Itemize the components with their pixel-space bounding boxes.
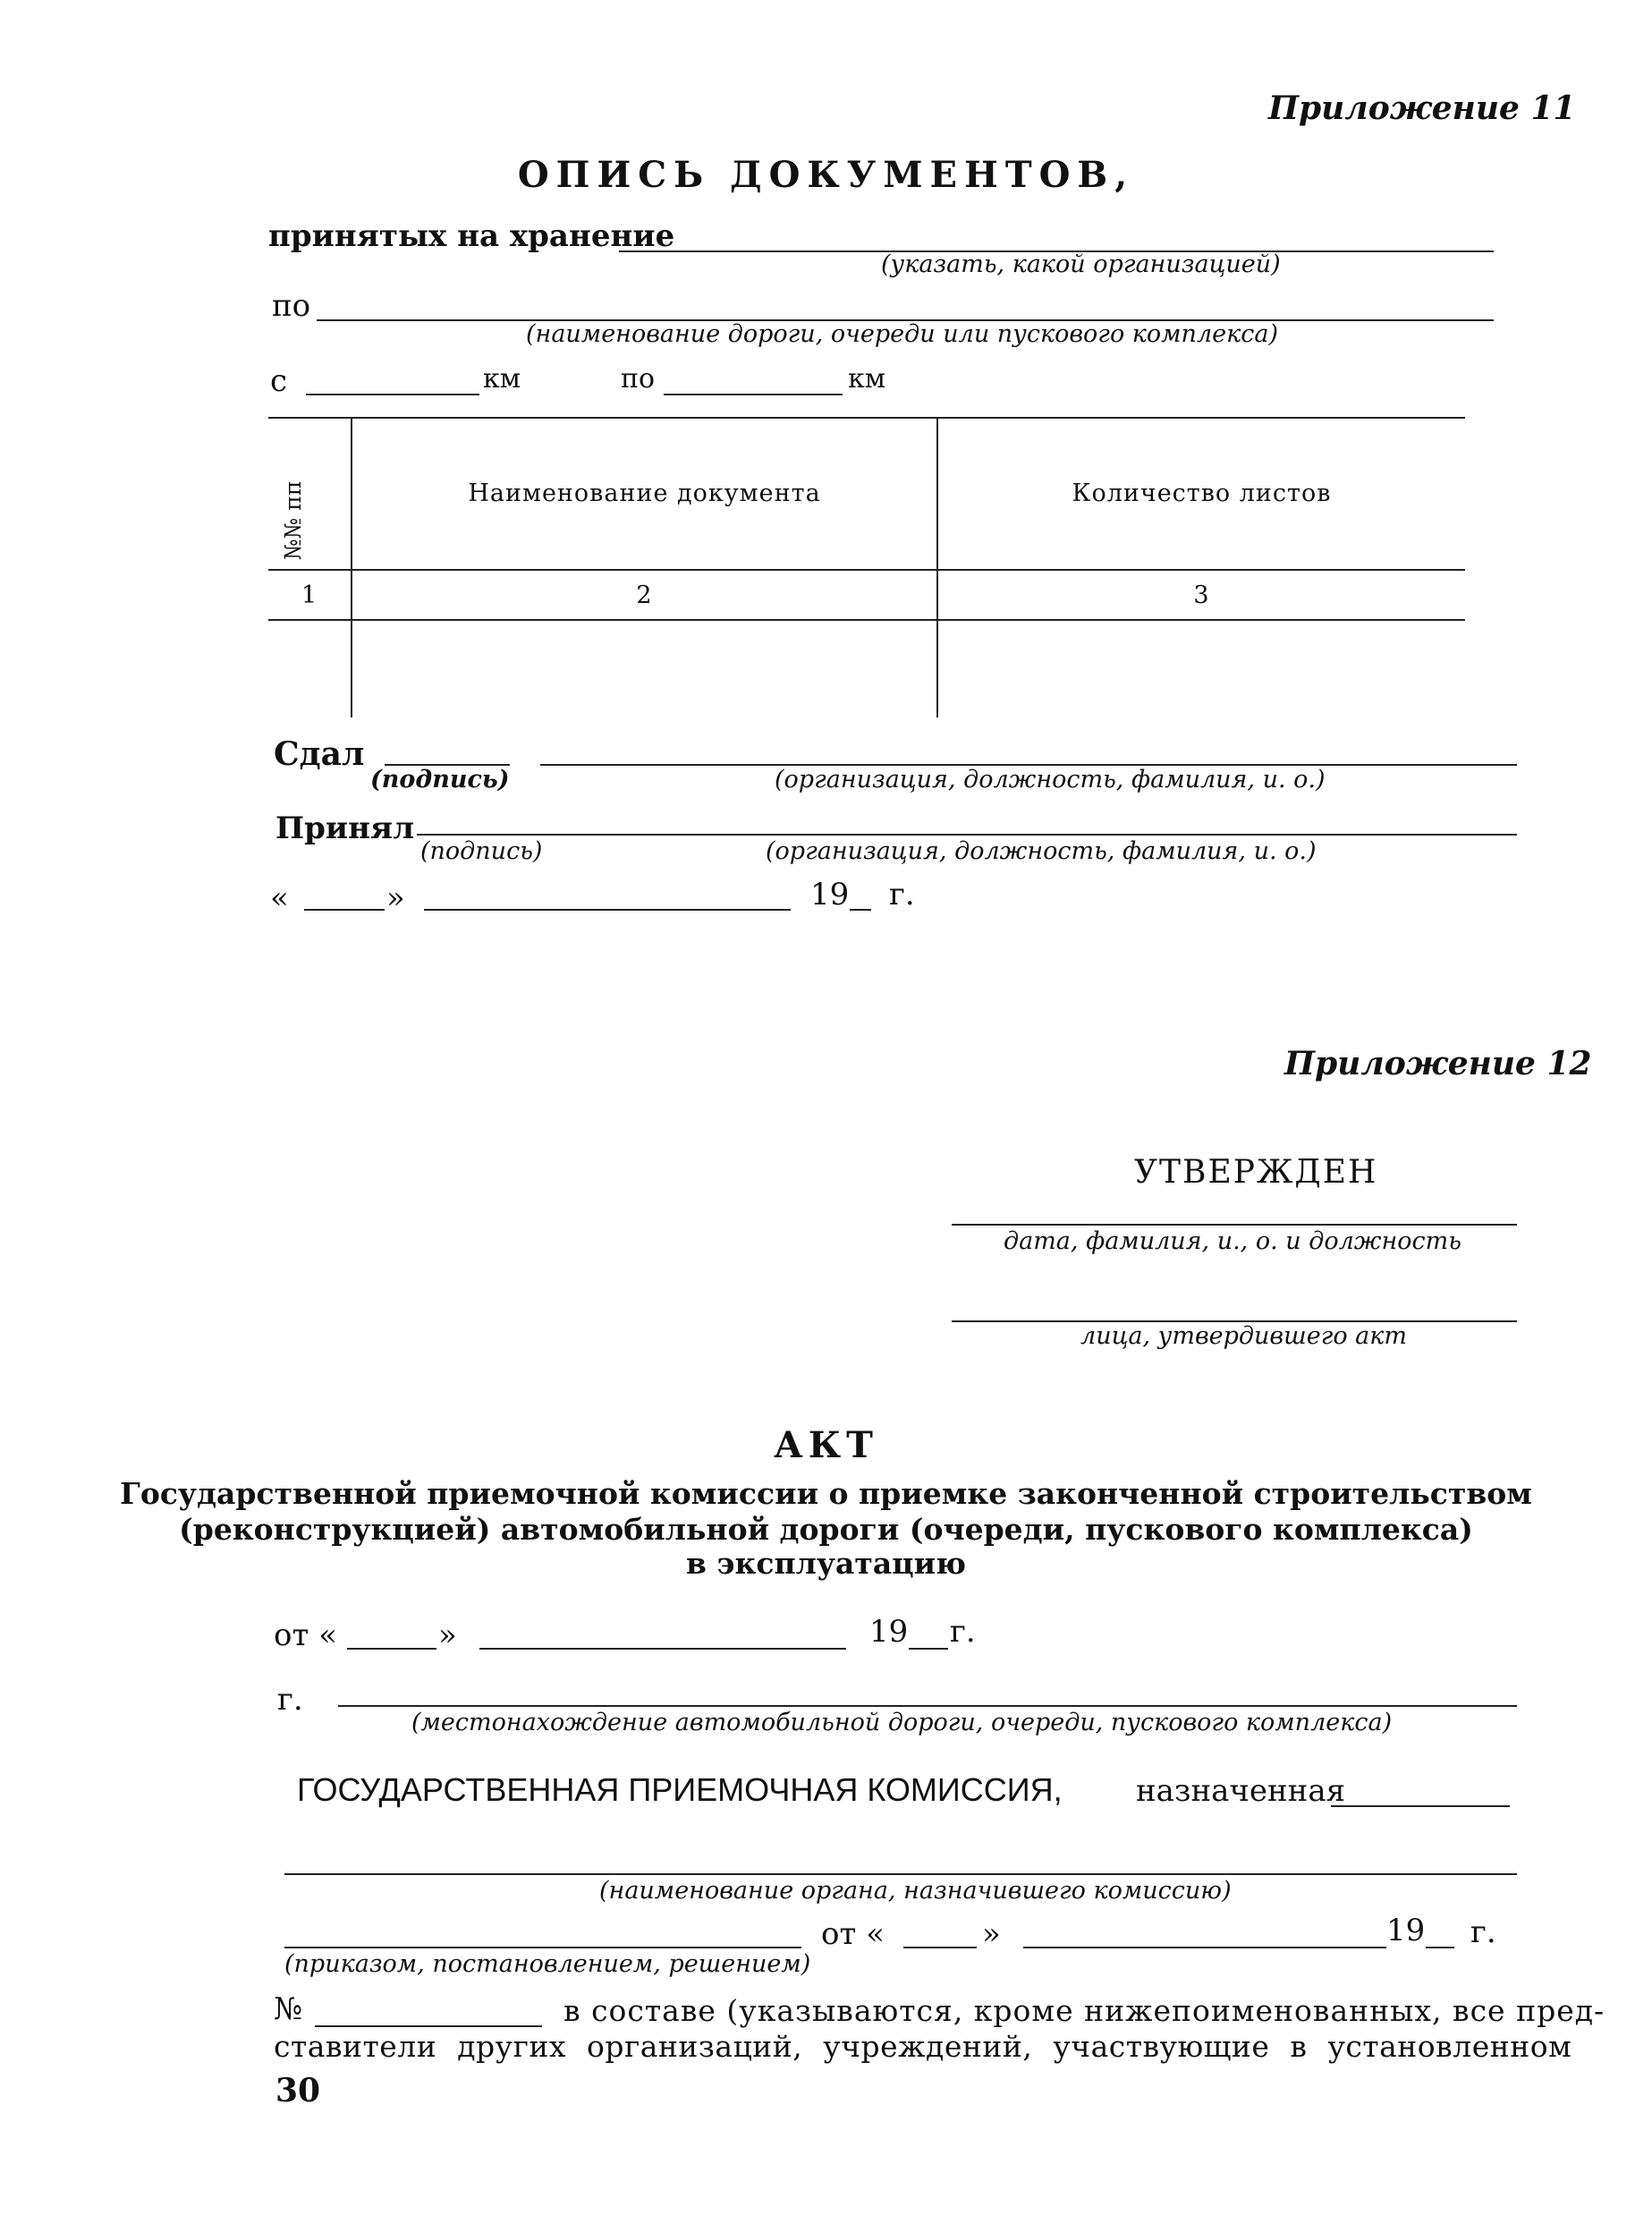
col-sheet-count-header: Количество листов <box>1072 479 1332 507</box>
appendix-11-label: Приложение 11 <box>1268 89 1576 127</box>
date-close-quote: » <box>386 880 405 916</box>
km-unit-label: км <box>483 363 521 395</box>
order-close-quote: » <box>982 1916 1001 1952</box>
table-header-bottom-border <box>268 569 1465 571</box>
act-subtitle-line-3: в эксплуатацию <box>686 1546 966 1581</box>
handed-over-label: Сдал <box>274 735 365 773</box>
order-year-suffix: г. <box>1470 1914 1496 1950</box>
act-date-year-suffix: г. <box>950 1614 976 1650</box>
date-month-line <box>424 909 791 911</box>
approved-caption-1: дата, фамилия, и., о. и должность <box>1004 1227 1461 1255</box>
to-km-label: по <box>621 363 656 395</box>
order-type-line <box>284 1947 801 1948</box>
table-col-divider-1 <box>351 417 352 717</box>
act-date-year-line <box>909 1648 948 1650</box>
order-number-label: № <box>274 1991 303 2027</box>
organ-caption: (наименование органа, назначившего комиссию) <box>599 1877 1232 1905</box>
inventory-title: ОПИСЬ ДОКУМЕНТОВ, <box>517 154 1135 196</box>
order-day-line <box>903 1947 977 1948</box>
table-col-divider-2 <box>936 417 938 717</box>
handed-signature-caption: (подпись) <box>370 766 510 794</box>
to-km-line <box>664 394 843 395</box>
col-index-3: 3 <box>1193 581 1210 609</box>
act-date-close-quote: » <box>438 1617 457 1653</box>
act-city-label: г. <box>277 1682 303 1718</box>
date-year-suffix: г. <box>889 877 915 912</box>
km-unit-label-2: км <box>848 363 886 395</box>
table-top-border <box>268 417 1465 419</box>
act-title: АКТ <box>774 1424 878 1466</box>
act-date-day-line <box>347 1648 436 1650</box>
received-org-caption: (организация, должность, фамилия, и. о.) <box>766 837 1317 865</box>
date-open-quote: « <box>270 880 289 916</box>
commission-heading: ГОСУДАРСТВЕННАЯ ПРИЕМОЧНАЯ КОМИССИЯ, <box>297 1771 1063 1808</box>
col-index-2: 2 <box>636 581 653 609</box>
date-year-line <box>850 909 871 911</box>
order-year-line <box>1426 1947 1454 1948</box>
col-number-header: №№ пп <box>280 480 306 560</box>
order-year-prefix: 19 <box>1386 1913 1426 1948</box>
order-number-line <box>315 2025 542 2027</box>
from-km-line <box>306 394 479 395</box>
order-month-line <box>1023 1947 1386 1948</box>
composition-text-line-1: в составе (указываются, кроме нижепоименованных, все пред- <box>563 1993 1605 2028</box>
act-date-month-line <box>479 1648 846 1650</box>
accepted-label: принятых на хранение <box>268 218 675 254</box>
approved-label: УТВЕРЖДЕН <box>1134 1154 1378 1191</box>
appendix-12-label: Приложение 12 <box>1284 1045 1592 1082</box>
composition-text-line-2: ставители других организаций, учреждений, участвующие в установленном <box>274 2029 1572 2064</box>
order-caption: (приказом, постановлением, решением) <box>284 1950 811 1978</box>
col-index-1: 1 <box>301 581 318 609</box>
act-date-from-label: от « <box>274 1617 337 1653</box>
act-subtitle-line-2: (реконструкцией) автомобильной дороги (очереди, пускового комплекса) <box>179 1512 1473 1547</box>
order-from-label: от « <box>821 1916 885 1952</box>
received-label: Принял <box>275 810 415 846</box>
page-number: 30 <box>275 2072 321 2109</box>
accepted-caption: (указать, какой организацией) <box>881 250 1281 278</box>
commission-appointed-label: назначенная <box>1136 1773 1346 1809</box>
act-date-year-prefix: 19 <box>869 1614 909 1650</box>
commission-appointed-line <box>1331 1805 1510 1807</box>
date-day-line <box>304 909 385 911</box>
received-line <box>417 834 1517 836</box>
organ-name-line <box>284 1873 1517 1875</box>
road-caption: (наименование дороги, очереди или пускового комплекса) <box>526 320 1278 348</box>
act-location-line <box>338 1705 1517 1707</box>
act-location-caption: (местонахождение автомобильной дороги, очереди, пускового комплекса) <box>411 1709 1393 1736</box>
from-km-label: с <box>270 363 288 399</box>
col-document-name-header: Наименование документа <box>468 479 821 507</box>
approved-line-1 <box>952 1224 1517 1226</box>
table-number-row-border <box>268 619 1465 621</box>
approved-caption-2: лица, утвердившего акт <box>1080 1322 1408 1350</box>
date-year-prefix: 19 <box>810 877 850 912</box>
act-subtitle-line-1: Государственной приемочной комиссии о приемке законченной строительством <box>120 1476 1532 1511</box>
handed-org-caption: (организация, должность, фамилия, и. о.) <box>775 766 1326 794</box>
received-signature-caption: (подпись) <box>420 837 543 865</box>
po-label: по <box>272 288 311 324</box>
